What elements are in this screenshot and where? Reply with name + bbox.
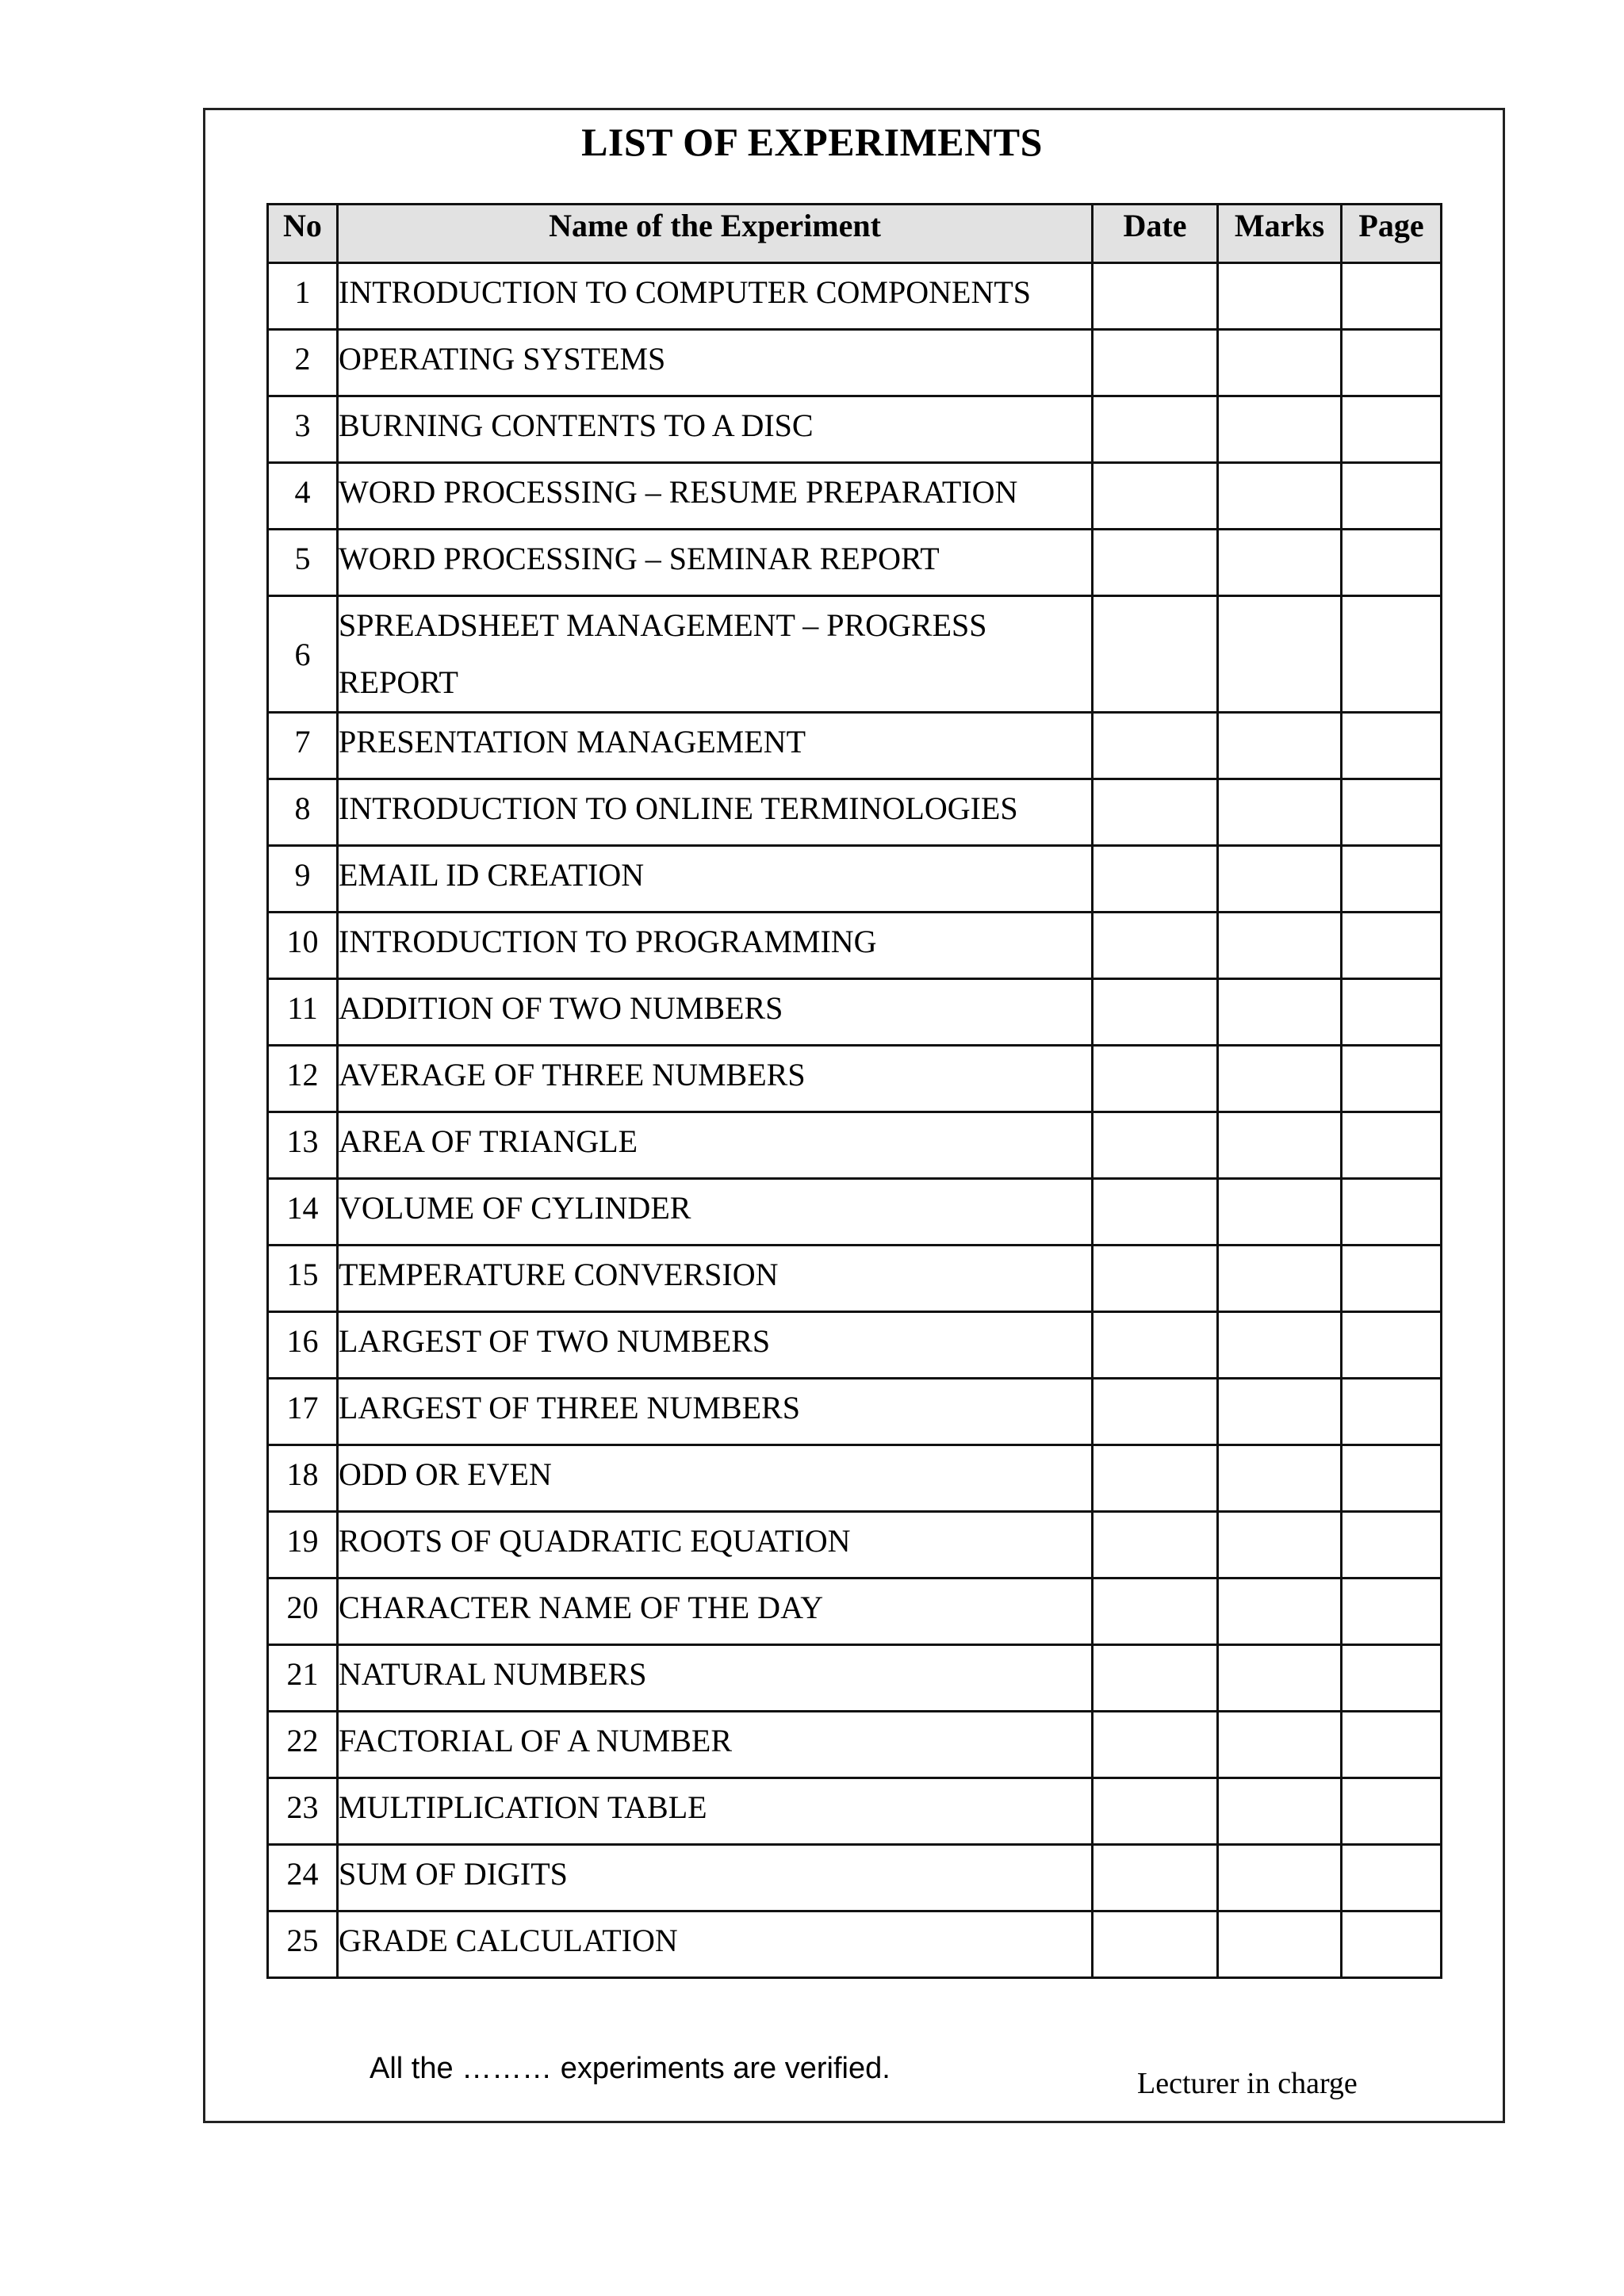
table-row	[268, 1312, 1442, 1379]
experiment-name: ODD OR EVEN	[338, 1445, 1093, 1512]
date-cell	[1093, 1512, 1218, 1578]
experiment-name: INTRODUCTION TO COMPUTER COMPONENTS	[338, 263, 1093, 330]
table-row	[268, 330, 1442, 396]
row-number: 13	[268, 1112, 338, 1179]
table-body	[268, 263, 1442, 1978]
experiment-name: NATURAL NUMBERS	[338, 1645, 1093, 1712]
row-number: 21	[268, 1645, 338, 1712]
marks-cell	[1218, 1712, 1342, 1778]
page-cell	[1342, 1112, 1442, 1179]
date-cell	[1093, 979, 1218, 1046]
row-number: 7	[268, 713, 338, 779]
row-number: 11	[268, 979, 338, 1046]
header-no: No	[268, 205, 338, 263]
header-row	[268, 205, 1442, 263]
row-number: 24	[268, 1845, 338, 1911]
experiment-name: EMAIL ID CREATION	[338, 846, 1093, 913]
header-marks: Marks	[1218, 205, 1342, 263]
experiments-table	[266, 203, 1442, 1979]
page-cell	[1342, 1046, 1442, 1112]
date-cell	[1093, 330, 1218, 396]
row-number: 14	[268, 1179, 338, 1246]
marks-cell	[1218, 1379, 1342, 1445]
page-cell	[1342, 1379, 1442, 1445]
page-cell	[1342, 846, 1442, 913]
table-row	[268, 396, 1442, 463]
page-cell	[1342, 1845, 1442, 1911]
experiment-name: SPREADSHEET MANAGEMENT – PROGRESS REPORT	[338, 596, 1093, 713]
row-number: 9	[268, 846, 338, 913]
page-cell	[1342, 463, 1442, 530]
experiment-name: PRESENTATION MANAGEMENT	[338, 713, 1093, 779]
experiment-name: VOLUME OF CYLINDER	[338, 1179, 1093, 1246]
marks-cell	[1218, 1246, 1342, 1312]
row-number: 17	[268, 1379, 338, 1445]
row-number: 5	[268, 530, 338, 596]
date-cell	[1093, 1445, 1218, 1512]
row-number: 3	[268, 396, 338, 463]
date-cell	[1093, 596, 1218, 713]
page-cell	[1342, 1712, 1442, 1778]
row-number: 18	[268, 1445, 338, 1512]
table-row	[268, 463, 1442, 530]
marks-cell	[1218, 1046, 1342, 1112]
date-cell	[1093, 263, 1218, 330]
page-cell	[1342, 1911, 1442, 1978]
marks-cell	[1218, 396, 1342, 463]
marks-cell	[1218, 1112, 1342, 1179]
row-number: 2	[268, 330, 338, 396]
experiment-name: AREA OF TRIANGLE	[338, 1112, 1093, 1179]
marks-cell	[1218, 979, 1342, 1046]
marks-cell	[1218, 1312, 1342, 1379]
signature-label: Lecturer in charge	[1137, 2067, 1358, 2100]
page-cell	[1342, 979, 1442, 1046]
experiment-name: FACTORIAL OF A NUMBER	[338, 1712, 1093, 1778]
experiment-name: WORD PROCESSING – SEMINAR REPORT	[338, 530, 1093, 596]
page-cell	[1342, 1246, 1442, 1312]
row-number: 4	[268, 463, 338, 530]
header-date: Date	[1093, 205, 1218, 263]
page-cell	[1342, 330, 1442, 396]
table-row	[268, 1179, 1442, 1246]
page-cell	[1342, 713, 1442, 779]
date-cell	[1093, 713, 1218, 779]
table-row	[268, 1778, 1442, 1845]
row-number: 6	[268, 596, 338, 713]
table-row	[268, 1445, 1442, 1512]
page-cell	[1342, 1578, 1442, 1645]
table-row	[268, 779, 1442, 846]
row-number: 25	[268, 1911, 338, 1978]
row-number: 19	[268, 1512, 338, 1578]
table-row	[268, 1512, 1442, 1578]
experiment-name: LARGEST OF THREE NUMBERS	[338, 1379, 1093, 1445]
table-row	[268, 1845, 1442, 1911]
row-number: 22	[268, 1712, 338, 1778]
date-cell	[1093, 1379, 1218, 1445]
marks-cell	[1218, 1445, 1342, 1512]
row-number: 10	[268, 913, 338, 979]
page-cell	[1342, 779, 1442, 846]
row-number: 23	[268, 1778, 338, 1845]
marks-cell	[1218, 1845, 1342, 1911]
table-row	[268, 1046, 1442, 1112]
table-row	[268, 596, 1442, 713]
marks-cell	[1218, 263, 1342, 330]
page-cell	[1342, 1179, 1442, 1246]
page-title: LIST OF EXPERIMENTS	[581, 120, 1043, 164]
date-cell	[1093, 1845, 1218, 1911]
page-cell	[1342, 1778, 1442, 1845]
page-cell	[1342, 1645, 1442, 1712]
page-cell	[1342, 1512, 1442, 1578]
row-number: 12	[268, 1046, 338, 1112]
row-number: 8	[268, 779, 338, 846]
table-row	[268, 1645, 1442, 1712]
page-cell	[1342, 530, 1442, 596]
header-name: Name of the Experiment	[338, 205, 1093, 263]
page-cell	[1342, 263, 1442, 330]
date-cell	[1093, 396, 1218, 463]
experiment-name: WORD PROCESSING – RESUME PREPARATION	[338, 463, 1093, 530]
marks-cell	[1218, 1578, 1342, 1645]
date-cell	[1093, 530, 1218, 596]
marks-cell	[1218, 846, 1342, 913]
marks-cell	[1218, 596, 1342, 713]
experiment-name: SUM OF DIGITS	[338, 1845, 1093, 1911]
table-row	[268, 713, 1442, 779]
date-cell	[1093, 1645, 1218, 1712]
marks-cell	[1218, 1911, 1342, 1978]
row-number: 15	[268, 1246, 338, 1312]
marks-cell	[1218, 913, 1342, 979]
date-cell	[1093, 1179, 1218, 1246]
experiment-name: BURNING CONTENTS TO A DISC	[338, 396, 1093, 463]
experiment-name: OPERATING SYSTEMS	[338, 330, 1093, 396]
experiment-name: MULTIPLICATION TABLE	[338, 1778, 1093, 1845]
marks-cell	[1218, 713, 1342, 779]
table-row	[268, 1112, 1442, 1179]
experiment-name: GRADE CALCULATION	[338, 1911, 1093, 1978]
experiment-name: ADDITION OF TWO NUMBERS	[338, 979, 1093, 1046]
table-row	[268, 530, 1442, 596]
date-cell	[1093, 1578, 1218, 1645]
date-cell	[1093, 1712, 1218, 1778]
table-row	[268, 263, 1442, 330]
page-cell	[1342, 596, 1442, 713]
page-cell	[1342, 913, 1442, 979]
date-cell	[1093, 1246, 1218, 1312]
row-number: 20	[268, 1578, 338, 1645]
table-row	[268, 846, 1442, 913]
marks-cell	[1218, 1179, 1342, 1246]
table-row	[268, 1712, 1442, 1778]
marks-cell	[1218, 1778, 1342, 1845]
marks-cell	[1218, 330, 1342, 396]
experiment-name: INTRODUCTION TO ONLINE TERMINOLOGIES	[338, 779, 1093, 846]
experiment-name: LARGEST OF TWO NUMBERS	[338, 1312, 1093, 1379]
row-number: 16	[268, 1312, 338, 1379]
marks-cell	[1218, 530, 1342, 596]
marks-cell	[1218, 1512, 1342, 1578]
experiment-name: ROOTS OF QUADRATIC EQUATION	[338, 1512, 1093, 1578]
page-cell	[1342, 1312, 1442, 1379]
date-cell	[1093, 846, 1218, 913]
marks-cell	[1218, 463, 1342, 530]
table-header	[268, 205, 1442, 263]
date-cell	[1093, 1778, 1218, 1845]
verification-statement: All the ……… experiments are verified.	[370, 2052, 891, 2085]
date-cell	[1093, 1046, 1218, 1112]
date-cell	[1093, 1911, 1218, 1978]
header-page: Page	[1342, 205, 1442, 263]
date-cell	[1093, 913, 1218, 979]
table-row	[268, 1246, 1442, 1312]
page-cell	[1342, 1445, 1442, 1512]
date-cell	[1093, 1112, 1218, 1179]
date-cell	[1093, 779, 1218, 846]
marks-cell	[1218, 779, 1342, 846]
date-cell	[1093, 463, 1218, 530]
table-row	[268, 979, 1442, 1046]
experiment-name: CHARACTER NAME OF THE DAY	[338, 1578, 1093, 1645]
row-number: 1	[268, 263, 338, 330]
experiment-name: TEMPERATURE CONVERSION	[338, 1246, 1093, 1312]
table-row	[268, 1379, 1442, 1445]
experiment-name: INTRODUCTION TO PROGRAMMING	[338, 913, 1093, 979]
table-row	[268, 1578, 1442, 1645]
marks-cell	[1218, 1645, 1342, 1712]
table-row	[268, 1911, 1442, 1978]
date-cell	[1093, 1312, 1218, 1379]
experiment-name: AVERAGE OF THREE NUMBERS	[338, 1046, 1093, 1112]
table-row	[268, 913, 1442, 979]
page-cell	[1342, 396, 1442, 463]
